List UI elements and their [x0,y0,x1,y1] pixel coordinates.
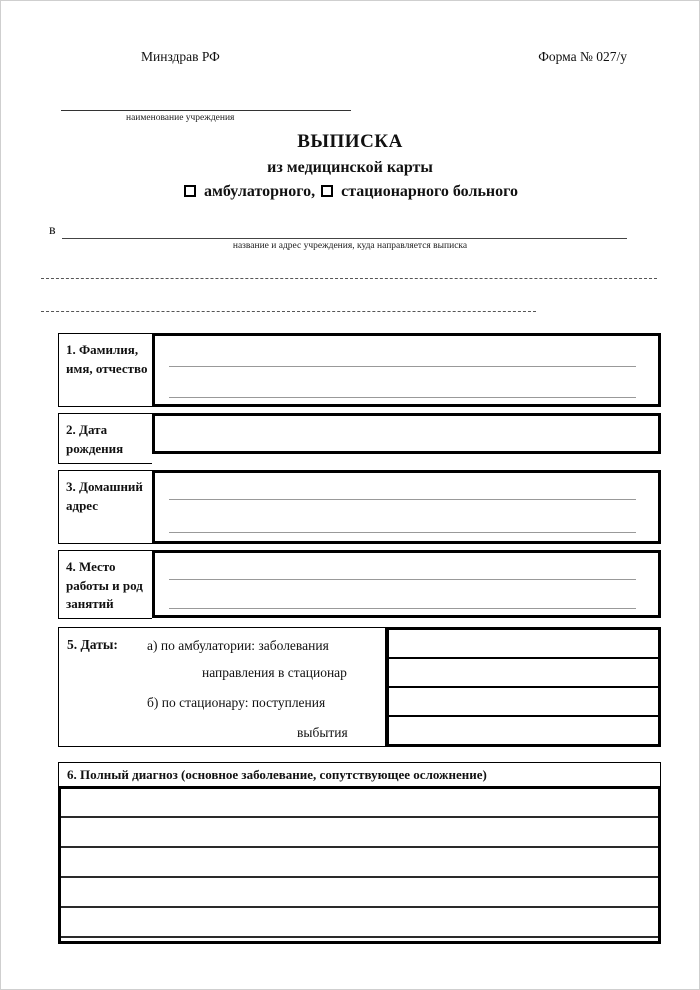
dates-section-label: 5. Даты: [67,637,118,653]
destination-extra-line-1[interactable] [41,278,657,279]
diagnosis-bottom-space [61,938,658,941]
stationary-checkbox-label: стационарного больного [341,183,518,200]
name-field-input[interactable] [152,333,661,407]
fields-table [58,333,661,619]
destination-prefix: в [49,223,56,238]
work-field-label: 4. Место работы и род занятий [58,550,152,620]
ambulatory-checkbox-label: амбулаторного, [204,183,316,200]
table-row-address [58,470,661,544]
table-row-work [58,550,661,620]
dates-line-ambulatory-illness: а) по амбулатории: заболевания [147,638,329,654]
title-block [1,131,699,201]
write-line [61,789,658,818]
destination-caption: название и адрес учреждения, куда направляется выписка [232,241,468,251]
page-header [1,1,699,65]
work-field-input[interactable] [152,550,661,618]
diagnosis-section-header: 6. Полный диагноз (основное заболевание, сопутствующее осложнение) [58,762,661,787]
write-line [169,608,636,609]
ministry-label: Минздрав РФ [141,49,220,64]
date-admission-input[interactable] [389,688,658,717]
stationary-checkbox[interactable] [321,185,333,197]
birthdate-field-input[interactable] [152,413,661,454]
write-line [169,579,636,580]
write-line [169,366,636,367]
write-line [61,818,658,848]
date-illness-input[interactable] [389,630,658,659]
dates-labels-cell [58,627,386,747]
diagnosis-section [58,762,661,944]
dates-section [58,627,661,747]
dates-line-discharge: выбытия [297,725,348,741]
dates-line-referral: направления в стационар [202,665,347,681]
address-field-input[interactable] [152,470,661,544]
address-field-label: 3. Домашний адрес [58,470,152,544]
write-line [61,848,658,878]
diagnosis-input[interactable] [58,787,661,944]
ambulatory-checkbox[interactable] [184,185,196,197]
write-line [169,532,636,533]
date-discharge-input[interactable] [389,717,658,744]
write-line [169,397,636,398]
institution-caption: наименование учреждения [126,113,235,123]
form-number-label: Форма № 027/у [538,49,627,64]
write-line [61,878,658,908]
page-title: ВЫПИСКА [297,131,403,152]
write-line [169,499,636,500]
dates-values-column [386,627,661,747]
dates-line-admission: б) по стационару: поступления [147,695,326,711]
destination-row [49,223,627,239]
table-row-name [58,333,661,407]
destination-extra-line-2[interactable] [41,311,536,312]
institution-name-input[interactable] [61,101,351,111]
write-line [61,908,658,938]
birthdate-field-label: 2. Дата рождения [58,413,152,464]
patient-type-line [1,183,699,201]
date-referral-input[interactable] [389,659,658,688]
name-field-label: 1. Фамилия, имя, отчество [58,333,152,407]
table-row-birthdate [58,413,661,464]
destination-input[interactable] [62,223,627,239]
page-subtitle: из медицинской карты [267,159,433,176]
